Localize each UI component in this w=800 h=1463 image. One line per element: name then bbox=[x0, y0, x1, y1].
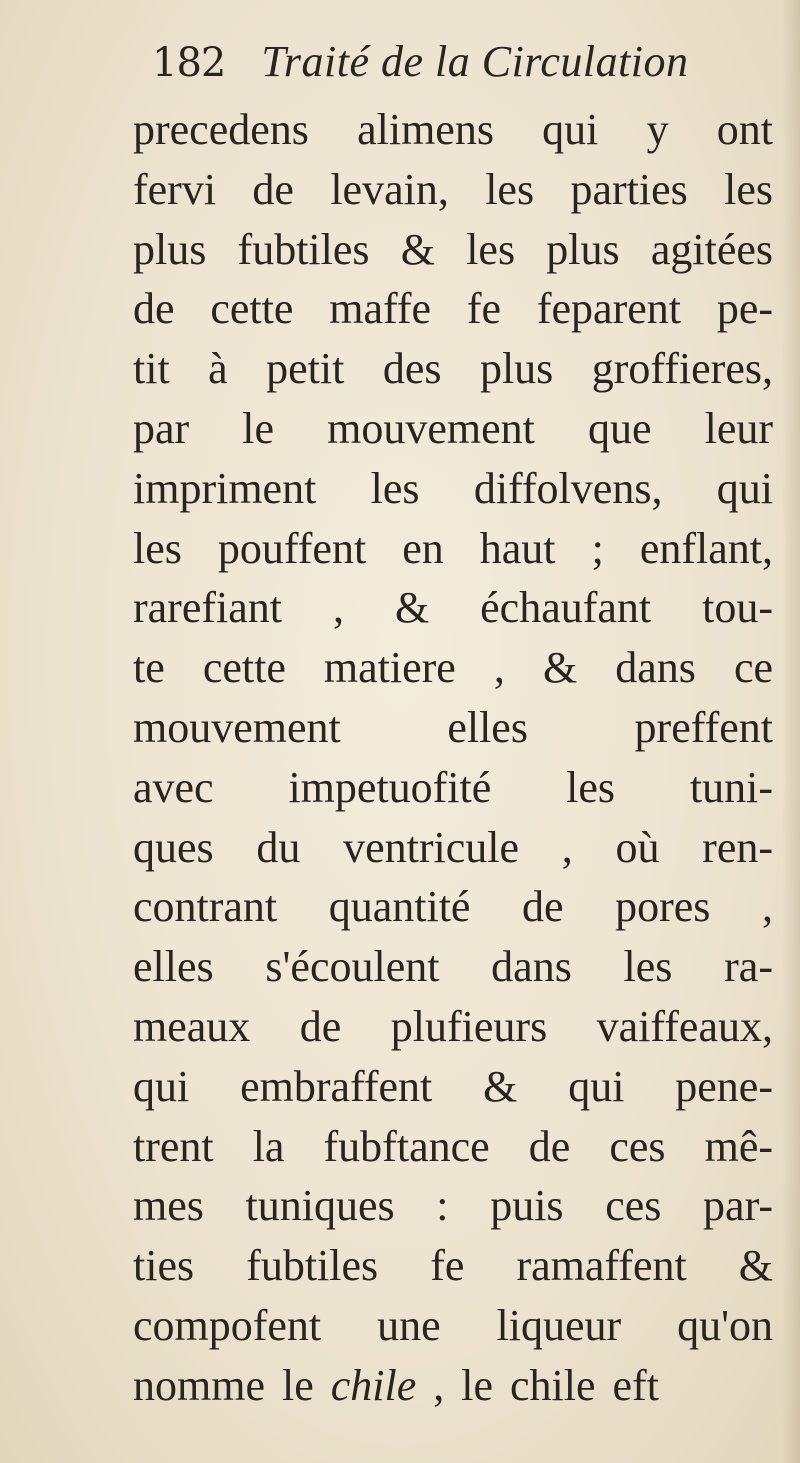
text-line: qui embraffent & qui pene- bbox=[133, 1061, 773, 1111]
text-segment: nomme le bbox=[133, 1360, 331, 1410]
text-line-last bbox=[133, 1356, 773, 1416]
text-line: compofent une liqueur qu'on bbox=[133, 1300, 773, 1350]
text-line: par le mouvement que leur bbox=[133, 403, 773, 453]
running-title: Traité de la Circulation bbox=[261, 37, 689, 86]
text-line: plus fubtiles & les plus agitées bbox=[133, 224, 773, 274]
text-line: avec impetuofité les tuni- bbox=[133, 762, 773, 812]
text-line: tit à petit des plus groffieres, bbox=[133, 344, 773, 394]
text-line: mes tuniques : puis ces par- bbox=[133, 1181, 773, 1231]
text-line: mouvement elles preffent bbox=[133, 702, 773, 752]
text-line: te cette matiere , & dans ce bbox=[133, 643, 773, 693]
text-line: impriment les diffolvens, qui bbox=[133, 463, 773, 513]
italic-term-chile: chile bbox=[330, 1360, 417, 1410]
text-line: trent la fubftance de ces mê- bbox=[133, 1121, 773, 1171]
text-line: les pouffent en haut ; enflant, bbox=[133, 523, 773, 573]
text-line: elles s'écoulent dans les ra- bbox=[133, 942, 773, 992]
text-line: ties fubtiles fe ramaffent & bbox=[133, 1241, 773, 1291]
page-header bbox=[152, 36, 689, 106]
text-line: precedens alimens qui y ont bbox=[133, 105, 773, 154]
text-line: fervi de levain, les parties les bbox=[133, 164, 773, 214]
text-line: rarefiant , & échaufant tou- bbox=[133, 583, 773, 633]
text-segment: , le chile eft bbox=[416, 1360, 659, 1410]
page-number: 182 bbox=[152, 40, 226, 86]
text-line: meaux de plufieurs vaiffeaux, bbox=[133, 1001, 773, 1051]
text-line: ques du ventricule , où ren- bbox=[133, 822, 773, 872]
text-line: de cette maffe fe feparent pe- bbox=[133, 284, 773, 334]
page-edge-shadow bbox=[782, 0, 800, 1463]
text-line: contrant quantité de pores , bbox=[133, 882, 773, 932]
body-text bbox=[133, 100, 773, 1416]
